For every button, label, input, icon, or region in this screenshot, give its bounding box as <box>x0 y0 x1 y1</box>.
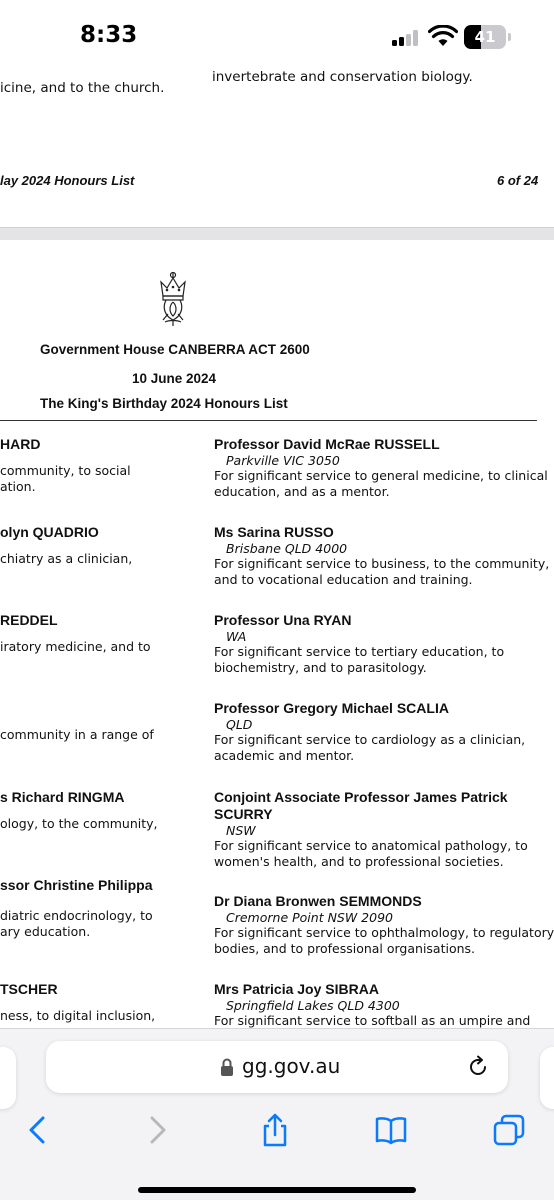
citation-line: and to vocational education and training. <box>214 571 473 587</box>
honouree-location: Brisbane QLD 4000 <box>226 541 348 556</box>
citation-line: For significant service to tertiary education, to <box>214 644 505 659</box>
citation-line: ness, to digital inclusion, <box>0 1008 156 1023</box>
citation-line: community in a range of <box>0 727 154 742</box>
honouree-name: Professor Una RYAN <box>214 612 352 628</box>
list-item <box>0 789 158 832</box>
citation-line: diatric endocrinology, to <box>0 908 153 923</box>
list-item <box>214 981 530 1029</box>
citation-line: For significant service to softball as an umpire and <box>214 1013 531 1028</box>
next-tab-peek[interactable] <box>540 1047 554 1109</box>
honouree-name: REDDEL <box>0 612 58 628</box>
lock-icon <box>220 1057 234 1077</box>
honouree-name: Mrs Patricia Joy SIBRAA <box>214 981 379 997</box>
citation-line: ation. <box>0 478 36 494</box>
page-footer-title: lay 2024 Honours List <box>0 173 135 188</box>
honouree-name: s Richard RINGMA <box>0 789 125 805</box>
list-item <box>0 436 131 494</box>
honouree-name: TSCHER <box>0 981 58 997</box>
honouree-name: Professor David McRae RUSSELL <box>214 436 440 452</box>
honouree-location: NSW <box>226 823 256 838</box>
citation-line: For significant service to business, to the community, <box>214 556 550 571</box>
list-item <box>214 524 549 587</box>
citation-line: ary education. <box>0 923 91 939</box>
citation-line: bodies, and to professional organisations. <box>214 940 476 956</box>
previous-tab-peek[interactable] <box>0 1047 16 1109</box>
citation-line: biochemistry, and to parasitology. <box>214 659 427 675</box>
wifi-icon <box>428 25 458 47</box>
cellular-signal-icon <box>392 30 420 46</box>
status-time: 8:33 <box>80 22 138 48</box>
reload-icon[interactable] <box>466 1055 490 1079</box>
prev-left-snippet: icine, and to the church. <box>0 80 165 96</box>
honouree-name-continued: SCURRY <box>214 806 273 822</box>
list-item <box>214 893 554 956</box>
battery-percentage: 41 <box>474 28 496 46</box>
citation-line: education, and as a mentor. <box>214 483 390 499</box>
list-item <box>214 436 548 499</box>
honouree-name: HARD <box>0 436 41 452</box>
honouree-name: olyn QUADRIO <box>0 524 99 540</box>
document-address: Government House CANBERRA ACT 2600 <box>40 342 310 357</box>
honouree-location: Cremorne Point NSW 2090 <box>226 910 393 925</box>
title-divider <box>0 420 537 421</box>
list-item <box>214 700 525 763</box>
list-item <box>0 727 154 743</box>
citation-line: For significant service to anatomical pathology, to <box>214 838 528 853</box>
tabs-icon[interactable] <box>492 1113 526 1147</box>
page-number: 6 of 24 <box>497 173 539 188</box>
forward-icon[interactable] <box>140 1113 174 1147</box>
previous-page <box>0 69 554 227</box>
citation-line: For significant service to general medicine, to clinical <box>214 468 548 483</box>
page-separator <box>0 227 554 240</box>
url-text[interactable]: gg.gov.au <box>242 1054 341 1078</box>
list-item <box>214 789 528 869</box>
list-item <box>0 877 153 939</box>
citation-line: academic and mentor. <box>214 747 355 763</box>
battery-indicator <box>464 25 512 49</box>
honouree-location: QLD <box>226 717 253 732</box>
document-page[interactable] <box>0 240 554 1030</box>
home-indicator <box>138 1187 416 1193</box>
honouree-name: Conjoint Associate Professor James Patrick <box>214 789 508 805</box>
list-item <box>214 612 504 675</box>
honouree-location: Springfield Lakes QLD 4300 <box>226 998 400 1013</box>
document-date: 10 June 2024 <box>132 371 217 386</box>
citation-line: women's health, and to professional societies. <box>214 853 504 869</box>
status-bar <box>0 0 554 72</box>
citation-line: chiatry as a clinician, <box>0 551 133 566</box>
list-item <box>0 524 132 567</box>
list-item <box>0 612 151 655</box>
honouree-name: ssor Christine Philippa <box>0 877 153 893</box>
honouree-location: Parkville VIC 3050 <box>226 453 340 468</box>
browser-toolbar <box>0 1028 554 1200</box>
bookmarks-icon[interactable] <box>374 1113 408 1147</box>
honouree-name: Dr Diana Bronwen SEMMONDS <box>214 893 422 909</box>
address-bar[interactable] <box>46 1041 508 1093</box>
honouree-location: WA <box>226 629 247 644</box>
citation-line: community, to social <box>0 463 131 478</box>
citation-line: iratory medicine, and to <box>0 639 151 654</box>
citation-line: For significant service to cardiology as a clinician, <box>214 732 526 747</box>
citation-line: For significant service to ophthalmology, to regulatory <box>214 925 554 940</box>
back-icon[interactable] <box>21 1113 55 1147</box>
share-icon[interactable] <box>258 1113 292 1147</box>
honouree-name: Professor Gregory Michael SCALIA <box>214 700 449 716</box>
prev-right-snippet: invertebrate and conservation biology. <box>212 69 473 85</box>
citation-line: ology, to the community, <box>0 816 158 831</box>
honouree-name: Ms Sarina RUSSO <box>214 524 334 540</box>
document-title: The King's Birthday 2024 Honours List <box>40 396 288 411</box>
royal-crown-emblem-icon <box>156 270 190 328</box>
list-item <box>0 981 155 1024</box>
